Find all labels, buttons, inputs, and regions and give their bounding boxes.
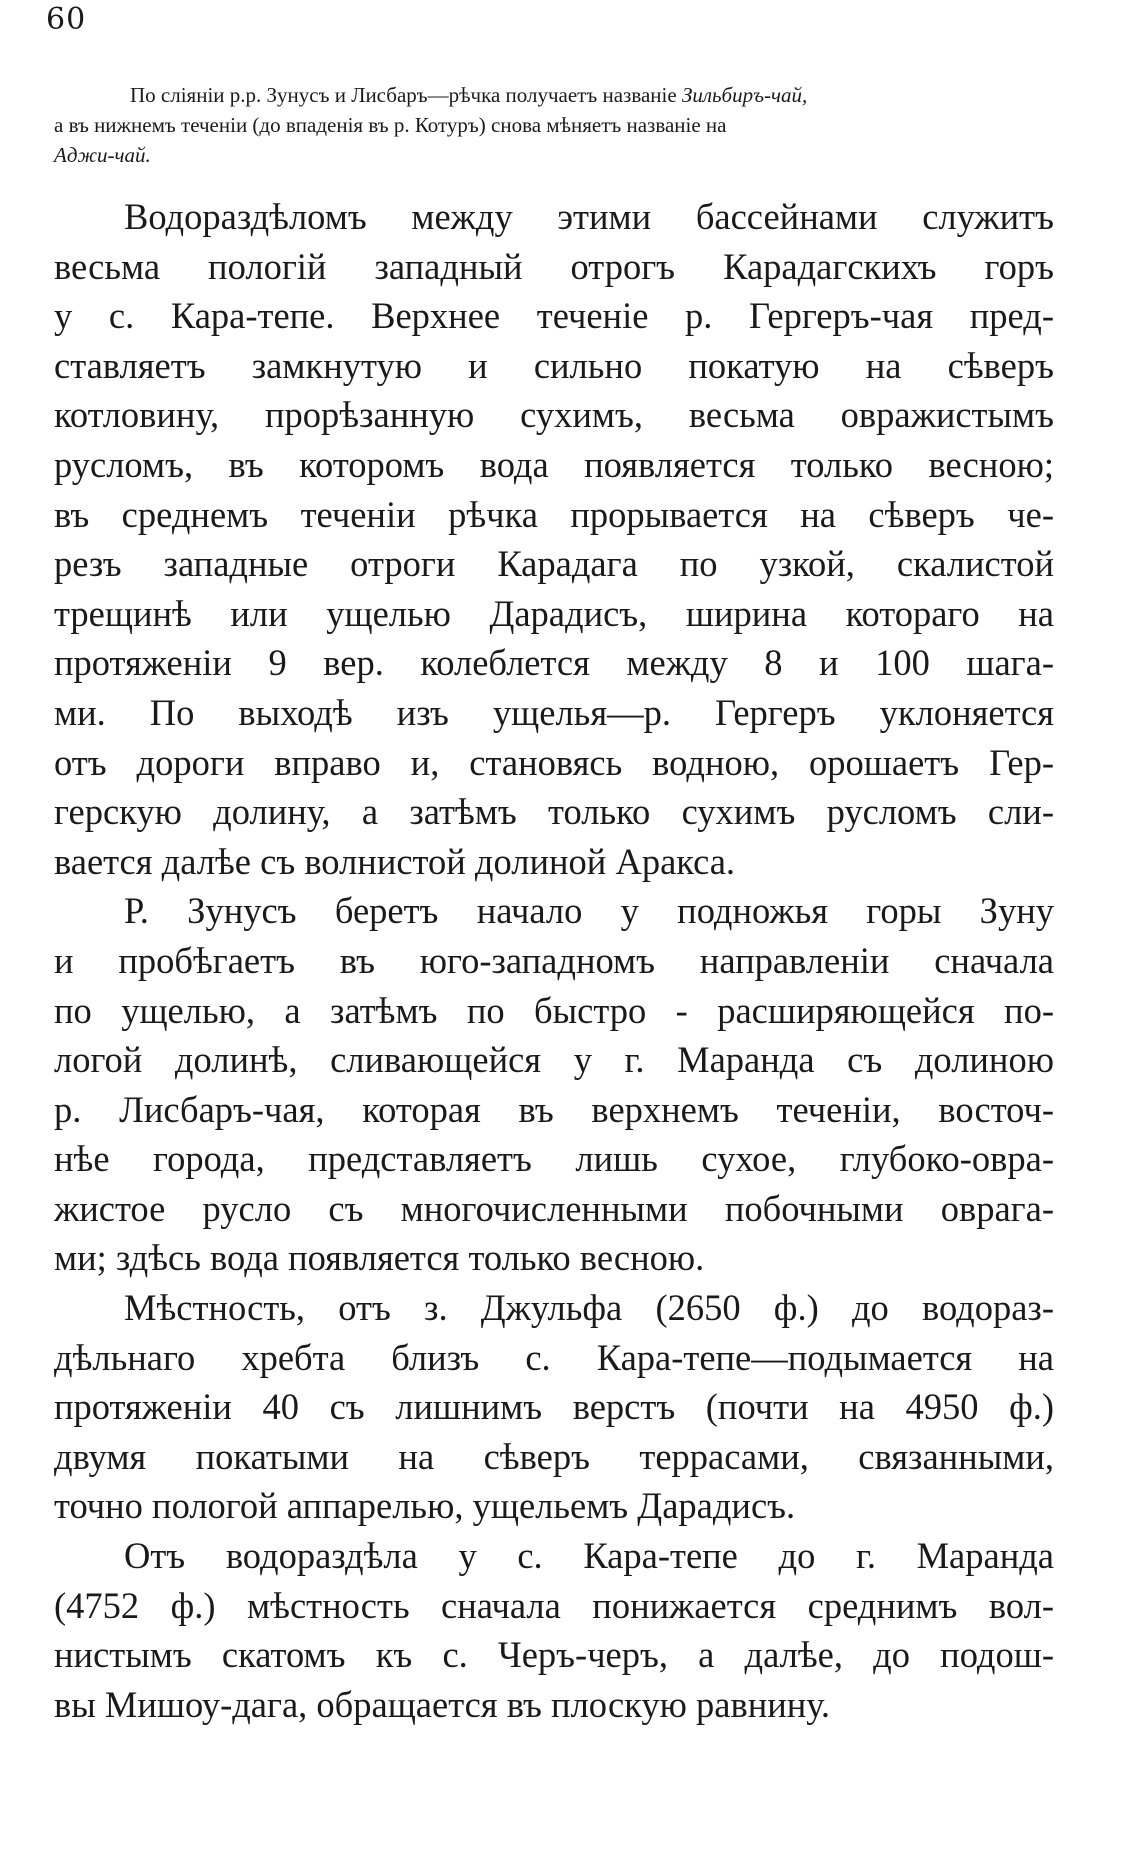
footnote-line: По сліяніи р.р. Зунусъ и Лисбаръ—рѣчка получаетъ названіе Зильбиръ-чай, — [130, 83, 808, 107]
paragraph-4 — [54, 1531, 1054, 1729]
text-line: нѣе города, представляетъ лишь сухое, глубоко-овра- — [54, 1138, 1054, 1180]
paragraph-1 — [54, 192, 1054, 886]
text-line: и пробѣгаетъ въ юго-западномъ направленіи сначала — [54, 939, 1054, 981]
text-line: нистымъ скатомъ къ с. Черъ-черъ, а далѣе, до подош- — [54, 1634, 1054, 1676]
text-line: герскую долину, а затѣмъ только сухимъ русломъ сли- — [54, 791, 1054, 833]
text-line: дѣльнаго хребта близъ с. Кара-тепе—подымается на — [54, 1336, 1054, 1378]
text-line: вается далѣе съ волнистой долиной Аракса. — [54, 840, 736, 882]
footnote-line: Аджи-чай. — [54, 143, 151, 167]
body-text — [54, 192, 1054, 1729]
text-line: логой долинѣ, сливающейся у г. Маранда съ долиною — [54, 1039, 1054, 1081]
footnote-line: а въ нижнемъ теченіи (до впаденія въ р. Котуръ) снова мѣняетъ названіе на — [54, 113, 727, 137]
text-line: въ среднемъ теченіи рѣчка прорывается на сѣверъ че- — [54, 493, 1054, 535]
text-line: Р. Зунусъ беретъ начало у подножья горы Зуну — [124, 890, 1054, 932]
text-line: точно пологой аппарелью, ущельемъ Дарадисъ. — [54, 1485, 796, 1527]
text-line: протяженіи 9 вер. колеблется между 8 и 100 шага- — [54, 642, 1054, 684]
text-line: у с. Кара-тепе. Верхнее теченіе р. Гергеръ-чая пред- — [54, 295, 1054, 337]
text-line: (4752 ф.) мѣстность сначала понижается среднимъ вол- — [54, 1584, 1054, 1626]
text-line: трещинѣ или ущелью Дарадисъ, ширина котораго на — [54, 592, 1054, 634]
text-line: двумя покатыми на сѣверъ террасами, связанными, — [54, 1435, 1054, 1477]
paragraph-3 — [54, 1283, 1054, 1531]
text-line: Водораздѣломъ между этими бассейнами служитъ — [124, 196, 1054, 237]
paragraph-2 — [54, 886, 1054, 1283]
text-line: Мѣстность, отъ з. Джульфа (2650 ф.) до водораз- — [124, 1287, 1054, 1329]
footnote — [54, 80, 1090, 170]
text-line: вы Мишоу-дага, обращается въ плоскую равнину. — [54, 1683, 831, 1725]
text-line: отъ дороги вправо и, становясь водною, орошаетъ Гер- — [54, 741, 1054, 783]
text-line: русломъ, въ которомъ вода появляется только весною; — [54, 443, 1054, 485]
text-line: жистое русло съ многочисленными побочными оврага- — [54, 1187, 1054, 1229]
text-line: ми; здѣсь вода появляется только весною. — [54, 1237, 705, 1279]
text-line: ставляетъ замкнутую и сильно покатую на сѣверъ — [54, 344, 1054, 386]
text-line: протяженіи 40 съ лишнимъ верстъ (почти на 4950 ф.) — [54, 1386, 1054, 1428]
text-line: резъ западные отроги Карадага по узкой, скалистой — [54, 543, 1054, 585]
text-line: р. Лисбаръ-чая, которая въ верхнемъ теченіи, восточ- — [54, 1088, 1054, 1130]
text-line: весьма пологій западный отрогъ Карадагскихъ горъ — [54, 245, 1054, 287]
page-number: 60 — [46, 2, 87, 37]
text-line: по ущелью, а затѣмъ по быстро - расширяющейся по- — [54, 989, 1054, 1031]
italic-term: Зильбиръ-чай, — [681, 83, 808, 107]
text-line: Отъ водораздѣла у с. Кара-тепе до г. Маранда — [124, 1535, 1054, 1577]
text-line: котловину, прорѣзанную сухимъ, весьма овражистымъ — [54, 394, 1054, 436]
text-line: ми. По выходѣ изъ ущелья—р. Гергеръ уклоняется — [54, 691, 1054, 733]
